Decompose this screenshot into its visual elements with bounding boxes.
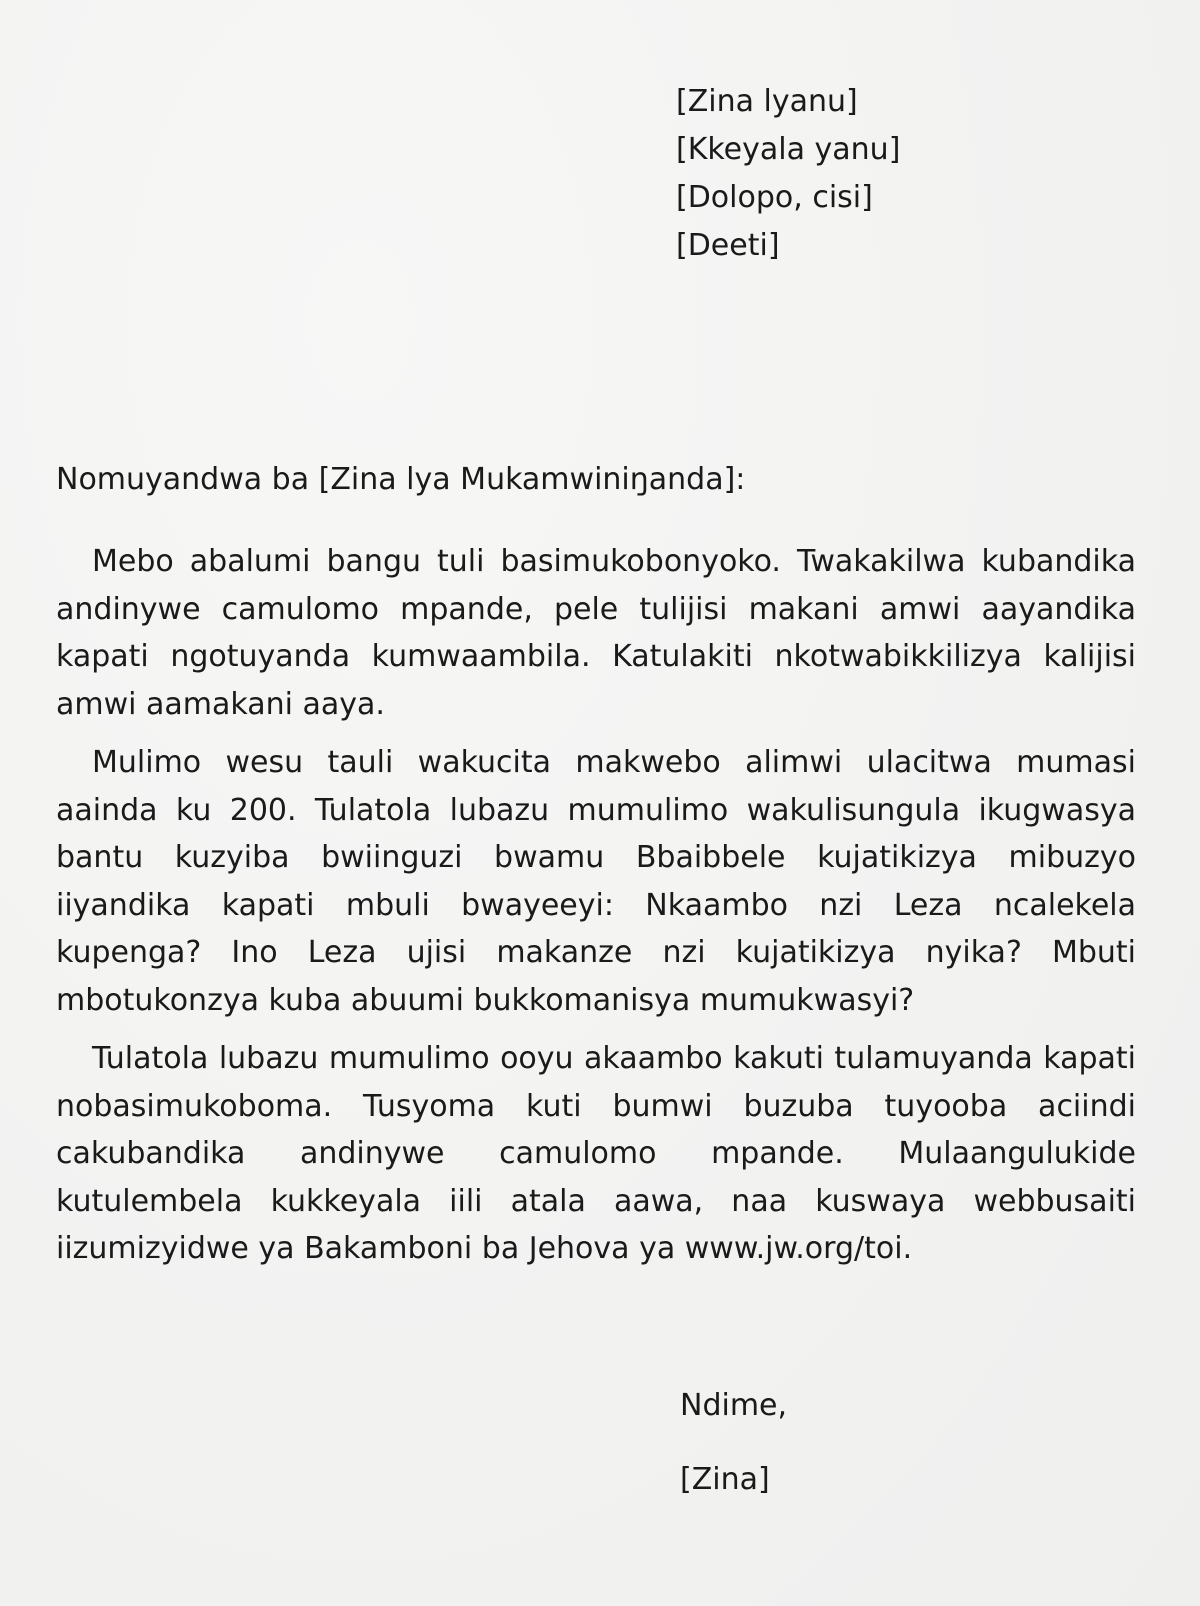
signature: [Zina]	[680, 1462, 770, 1497]
salutation: Nomuyandwa ba [Zina lya Mukamwiniŋanda]:	[56, 462, 746, 497]
sender-city-country: [Dolopo, cisi]	[676, 180, 873, 215]
letter-body	[56, 538, 1136, 1284]
closing: Ndime,	[680, 1388, 788, 1423]
sender-address: [Kkeyala yanu]	[676, 132, 901, 167]
body-paragraph-3: Tulatola lubazu mumulimo ooyu akaambo kakuti tulamuyanda kapati nobasimukoboma. Tusyoma kuti bumwi buzuba tuyooba aciindi cakubandika andinywe camulomo mpande. Mulaangulukide kutulembela kukkeyala iili atala aawa, naa kuswaya webbusaiti iizumizyidwe ya Bakamboni ba Jehova ya www.jw.org/toi.	[56, 1041, 1136, 1266]
sender-name: [Zina lyanu]	[676, 84, 858, 119]
sender-block	[676, 78, 900, 270]
body-paragraph-2: Mulimo wesu tauli wakucita makwebo alimwi ulacitwa mumasi aainda ku 200. Tulatola lubazu mumulimo wakulisungula ikugwasya bantu kuzyiba bwiinguzi bwamu Bbaibbele kujatikizya mibuzyo iiyandika kapati mbuli bwayeeyi: Nkaambo nzi Leza ncalekela kupenga? Ino Leza ujisi makanze nzi kujatikizya nyika? Mbuti mbotukonzya kuba abuumi bukkomanisya mumukwasyi?	[56, 745, 1136, 1018]
body-paragraph-1: Mebo abalumi bangu tuli basimukobonyoko. Twakakilwa kubandika andinywe camulomo mpande, pele tulijisi makani amwi aayandika kapati ngotuyanda kumwaambila. Katulakiti nkotwabikkilizya kalijisi amwi aamakani aaya.	[56, 544, 1136, 722]
letter-date: [Deeti]	[676, 228, 780, 263]
